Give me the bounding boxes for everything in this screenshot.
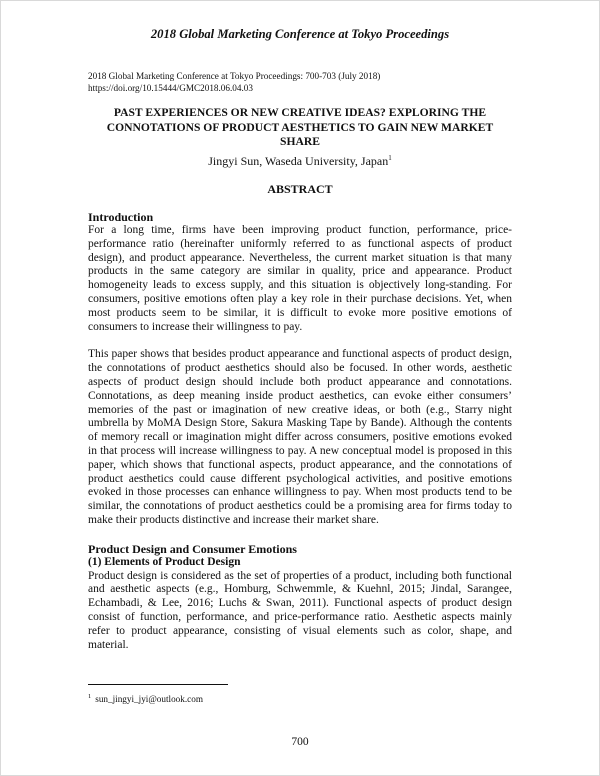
subsection-heading-elements: (1) Elements of Product Design [88,555,241,568]
abstract-body [88,210,512,652]
abstract-heading: ABSTRACT [267,182,333,196]
author-line [0,154,600,169]
citation-line: 2018 Global Marketing Conference at Tokyo Proceedings: 700-703 (July 2018) [88,71,381,81]
footnote-number: 1 [88,692,92,700]
footnote-marker: 1 [388,154,392,162]
intro-paragraph-1: For a long time, firms have been improving product function, performance, price-performance ratio (hereinafter uniformly referred to as functional aspects of product design), and product appearance. Nevertheless, the current market situation is that many products in the same category are similar in quality, price and appearance. Product homogeneity leads to excess supply, and this situation is objectively long-standing. For consumers, positive emotions often play a key role in their purchase decisions. Yet, when most products seem to be similar, it is difficult to evoke more positive emotions of consumers to increase their willingness to pay. [88,224,512,333]
product-design-paragraph-1: Product design is considered as the set of properties of a product, including both functional and aesthetic aspects (e.g., Homburg, Schwemmle, & Kuehnl, 2015; Jindal, Sarangee, Echambadi, & Lee, 2016; Luchs & Swan, 2011). Functional aspects of product design consist of function, performance, and price-performance ratio. Aesthetic aspects mainly refer to product appearance, consisting of visual elements such as color, shape, and material. [88,569,512,651]
doi-link[interactable]: https://doi.org/10.15444/GMC2018.06.04.03 [88,83,253,93]
author-text: Jingyi Sun, Waseda University, Japan [208,154,389,168]
page-number: 700 [291,736,309,748]
footnote-divider [88,684,228,685]
footnote-email[interactable]: sun_jingyi_jyi@outlook.com [95,694,203,704]
intro-paragraph-2: This paper shows that besides product appearance and functional aspects of product design, the connotations of product aesthetics should also be focused. In other words, aesthetic aspects of product design should include both product appearance and connotations. Connotations, as deep meaning inside product aesthetics, can evoke either consumers’ memories of the past or imagination of new creative ideas, or both (e.g., Starry night umbrella by MoMA Design Store, Sakura Masking Tape by Bande). Although the contents of memory recall or imagination might differ across consumers, positive emotions evoked in that process will increase willingness to pay. A new conceptual model is proposed in this paper, which shows that functional aspects, product appearance, and the connotations of product aesthetics could cause different psychological activities, and positive emotions evoked in those processes can enhance willingness to pay. When most products tend to be similar, the connotations of product aesthetics could be a promising area for firms today to make their products distinctive and increase their market share. [88,348,512,526]
running-header: 2018 Global Marketing Conference at Tokyo Proceedings [150,27,450,41]
paper-title: PAST EXPERIENCES OR NEW CREATIVE IDEAS? EXPLORING THE CONNOTATIONS OF PRODUCT AESTHETICS TO GAIN NEW MARKET SHARE [106,106,494,149]
section-heading-product-design: Product Design and Consumer Emotions [88,541,297,556]
section-heading-introduction: Introduction [88,210,154,224]
footnote [88,694,203,704]
citation-block [88,70,380,94]
